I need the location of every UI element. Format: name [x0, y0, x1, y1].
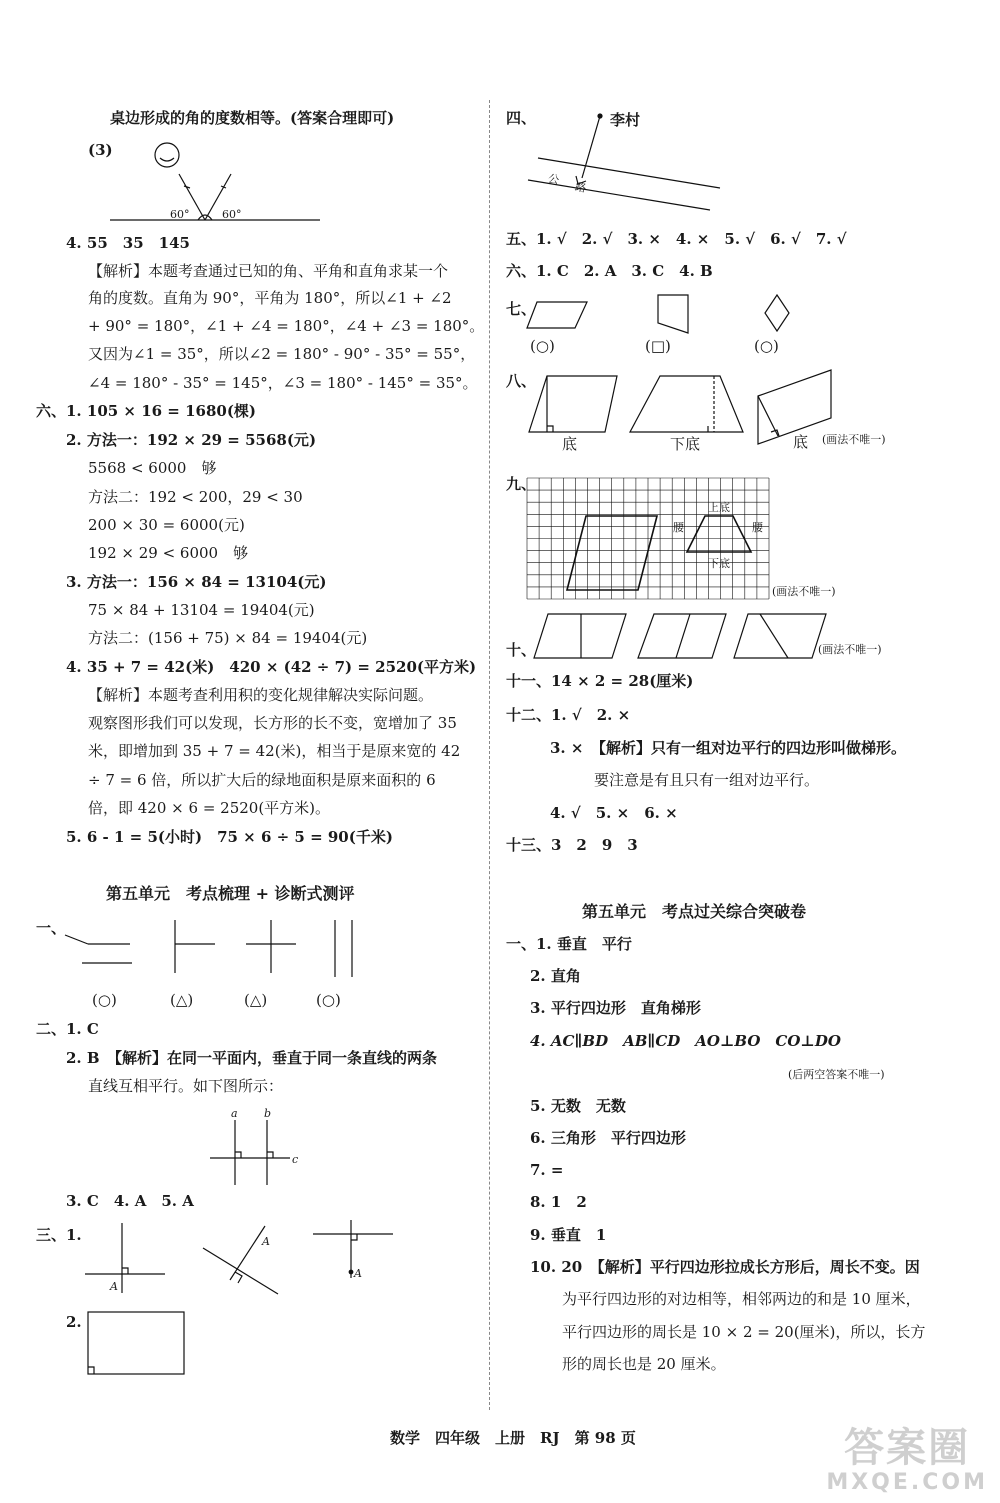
- explanation-line: 为平行四边形的对边相等，相邻两边的和是 10 厘米，: [562, 1290, 921, 1308]
- section-label: 九、: [506, 475, 537, 493]
- line-label: b: [264, 1107, 272, 1120]
- angle-label: 60°: [222, 208, 242, 221]
- parallel-lines-figure: [200, 1100, 310, 1190]
- page-footer: 数学 四年级 上册 RJ 第 98 页: [390, 1429, 636, 1447]
- answer-line: 方法二：192 < 200，29 < 30: [88, 488, 303, 506]
- section-title: 第五单元 考点过关综合突破卷: [582, 902, 807, 921]
- answer-line: 5. 6 - 1 = 5(小时) 75 × 6 ÷ 5 = 90(千米): [66, 828, 393, 846]
- answer-line: 6. 三角形 平行四边形: [530, 1129, 686, 1147]
- explanation-line: ∠4 = 180° - 35° = 145°，∠3 = 180° - 145° = 35°。: [88, 374, 478, 392]
- answer-line: 五、1. √ 2. √ 3. × 4. × 5. √ 6. √ 7. √: [506, 230, 847, 248]
- section-label: 2.: [66, 1313, 82, 1331]
- note: (画法不唯一): [772, 585, 836, 598]
- answer-line: 2. 方法一：192 × 29 = 5568(元): [66, 431, 317, 449]
- base-label: 底: [562, 435, 578, 453]
- answer-line: 7. =: [530, 1161, 564, 1179]
- explanation-line: 【解析】本题考查利用积的变化规律解决实际问题。: [88, 686, 434, 704]
- answer-mark: (□): [645, 337, 671, 355]
- line-label: a: [231, 1107, 238, 1120]
- shapes-figure: [525, 293, 815, 335]
- watermark-text: 答案圈: [844, 1425, 971, 1471]
- answer-line: 10. 20 【解析】平行四边形拉成长方形后，周长不变。因: [530, 1258, 920, 1276]
- answer-line: 十三、3 2 9 3: [506, 836, 638, 854]
- answer-line: 六、1. 105 × 16 = 1680(棵): [36, 402, 257, 420]
- note: (画法不唯一): [818, 643, 882, 656]
- answer-line: 一、1. 垂直 平行: [506, 935, 632, 953]
- answer-line: 二、1. C: [36, 1020, 99, 1038]
- answer-mark: (○): [754, 337, 779, 355]
- answer-line: 十二、1. √ 2. ×: [506, 706, 631, 724]
- explanation-line: 【解析】本题考查通过已知的角、平角和直角求某一个: [88, 262, 449, 280]
- grid-label: 腰: [752, 521, 763, 534]
- answer-line: 8. 1 2: [530, 1193, 587, 1211]
- note: (画法不唯一): [822, 433, 886, 446]
- answer-line: 5568 < 6000 够: [88, 459, 217, 477]
- answer-mark: (○): [530, 337, 555, 355]
- grid-figure: [527, 478, 771, 600]
- section-label: 三、1.: [36, 1226, 82, 1244]
- answer-line: 六、1. C 2. A 3. C 4. B: [506, 262, 713, 280]
- section-label: 七、: [506, 300, 537, 318]
- item-label: (3): [88, 141, 113, 159]
- answer-mark: (△): [170, 991, 194, 1009]
- section-title: 第五单元 考点梳理 + 诊断式测评: [106, 884, 355, 903]
- column-divider: [489, 100, 490, 1410]
- answer-line: 4. 35 + 7 = 42(米) 420 × (42 ÷ 7) = 2520(平方米): [66, 658, 477, 676]
- explanation-line: 观察图形我们可以发现，长方形的长不变，宽增加了 35: [88, 714, 457, 732]
- watermark: [826, 1426, 988, 1495]
- answer-line: 方法二：(156 + 75) × 84 = 19404(元): [88, 629, 368, 647]
- angle-label: 60°: [170, 208, 190, 221]
- road-label: 路: [573, 180, 588, 196]
- explanation-line: 角的度数。直角为 90°，平角为 180°，所以∠1 + ∠2: [88, 289, 452, 307]
- answer-line: 75 × 84 + 13104 = 19404(元): [88, 601, 315, 619]
- point-label: A: [354, 1267, 362, 1280]
- watermark-url: MXQE.COM: [826, 1470, 988, 1495]
- answer-mark: (○): [92, 991, 117, 1009]
- perpendicular-figures: [80, 1218, 390, 1298]
- explanation-line: 米，即增加到 35 + 7 = 42(米)，相当于是原来宽的 42: [88, 742, 461, 760]
- line-label: c: [292, 1153, 299, 1166]
- grid-label: 上底: [708, 501, 730, 514]
- explanation-line: 要注意是有且只有一组对边平行。: [594, 771, 820, 789]
- answer-line: 3. C 4. A 5. A: [66, 1192, 194, 1210]
- answer-line: 5. 无数 无数: [530, 1097, 626, 1115]
- mirror-angle-figure: [105, 140, 325, 225]
- grid-label: 腰: [673, 521, 684, 534]
- answer-line: 十一、14 × 2 = 28(厘米): [506, 672, 694, 690]
- explanation-line: + 90° = 180°，∠1 + ∠4 = 180°，∠4 + ∠3 = 180°。: [88, 317, 485, 335]
- answer-4: 4. 55 35 145: [66, 234, 190, 252]
- explanation-line: 平行四边形的周长是 10 × 2 = 20(厘米)，所以，长方: [562, 1323, 926, 1341]
- answer-line: 4. √ 5. × 6. ×: [550, 804, 678, 822]
- answer-line: 4. AC∥BD AB∥CD AO⊥BO CO⊥DO: [530, 1032, 841, 1050]
- line-pairs-figure: [60, 915, 370, 985]
- note: (后两空答案不唯一): [788, 1068, 885, 1081]
- answer-line: 192 × 29 < 6000 够: [88, 544, 249, 562]
- point-label: A: [262, 1235, 270, 1248]
- answer-line: 2. B 【解析】在同一平面内，垂直于同一条直线的两条: [66, 1049, 438, 1067]
- answer-line: 3. 平行四边形 直角梯形: [530, 999, 701, 1017]
- answer-line: 2. 直角: [530, 967, 581, 985]
- village-label: 李村: [610, 111, 641, 129]
- section-label: 十、: [506, 641, 537, 659]
- answer-line: 3. × 【解析】只有一组对边平行的四边形叫做梯形。: [550, 739, 906, 757]
- explanation-line: ÷ 7 = 6 倍，所以扩大后的绿地面积是原来面积的 6: [88, 771, 436, 789]
- rectangle-figure: [86, 1310, 188, 1378]
- base-label: 底: [793, 433, 809, 451]
- answer-line: 200 × 30 = 6000(元): [88, 516, 245, 534]
- parallelogram-division-figure: [526, 610, 826, 662]
- section-label: 一、: [36, 919, 67, 937]
- answer-mark: (△): [244, 991, 268, 1009]
- section-label: 四、: [506, 109, 537, 127]
- road-label: 公: [546, 172, 561, 188]
- answer-line: 3. 方法一：156 × 84 = 13104(元): [66, 573, 327, 591]
- answer-mark: (○): [316, 991, 341, 1009]
- explanation-line: 形的周长也是 20 厘米。: [562, 1355, 726, 1373]
- point-label: A: [110, 1280, 118, 1293]
- base-label: 下底: [670, 435, 701, 453]
- explanation-line: 又因为∠1 = 35°，所以∠2 = 180° - 90° - 35° = 55°，: [88, 345, 476, 363]
- explanation-line: 倍，即 420 × 6 = 2520(平方米)。: [88, 799, 331, 817]
- explanation-line: 直线互相平行。如下图所示：: [88, 1077, 284, 1095]
- grid-label: 下底: [708, 557, 730, 570]
- answer-line: 9. 垂直 1: [530, 1226, 607, 1244]
- section-label: 八、: [506, 372, 537, 390]
- text-line: 桌边形成的角的度数相等。(答案合理即可): [110, 109, 395, 127]
